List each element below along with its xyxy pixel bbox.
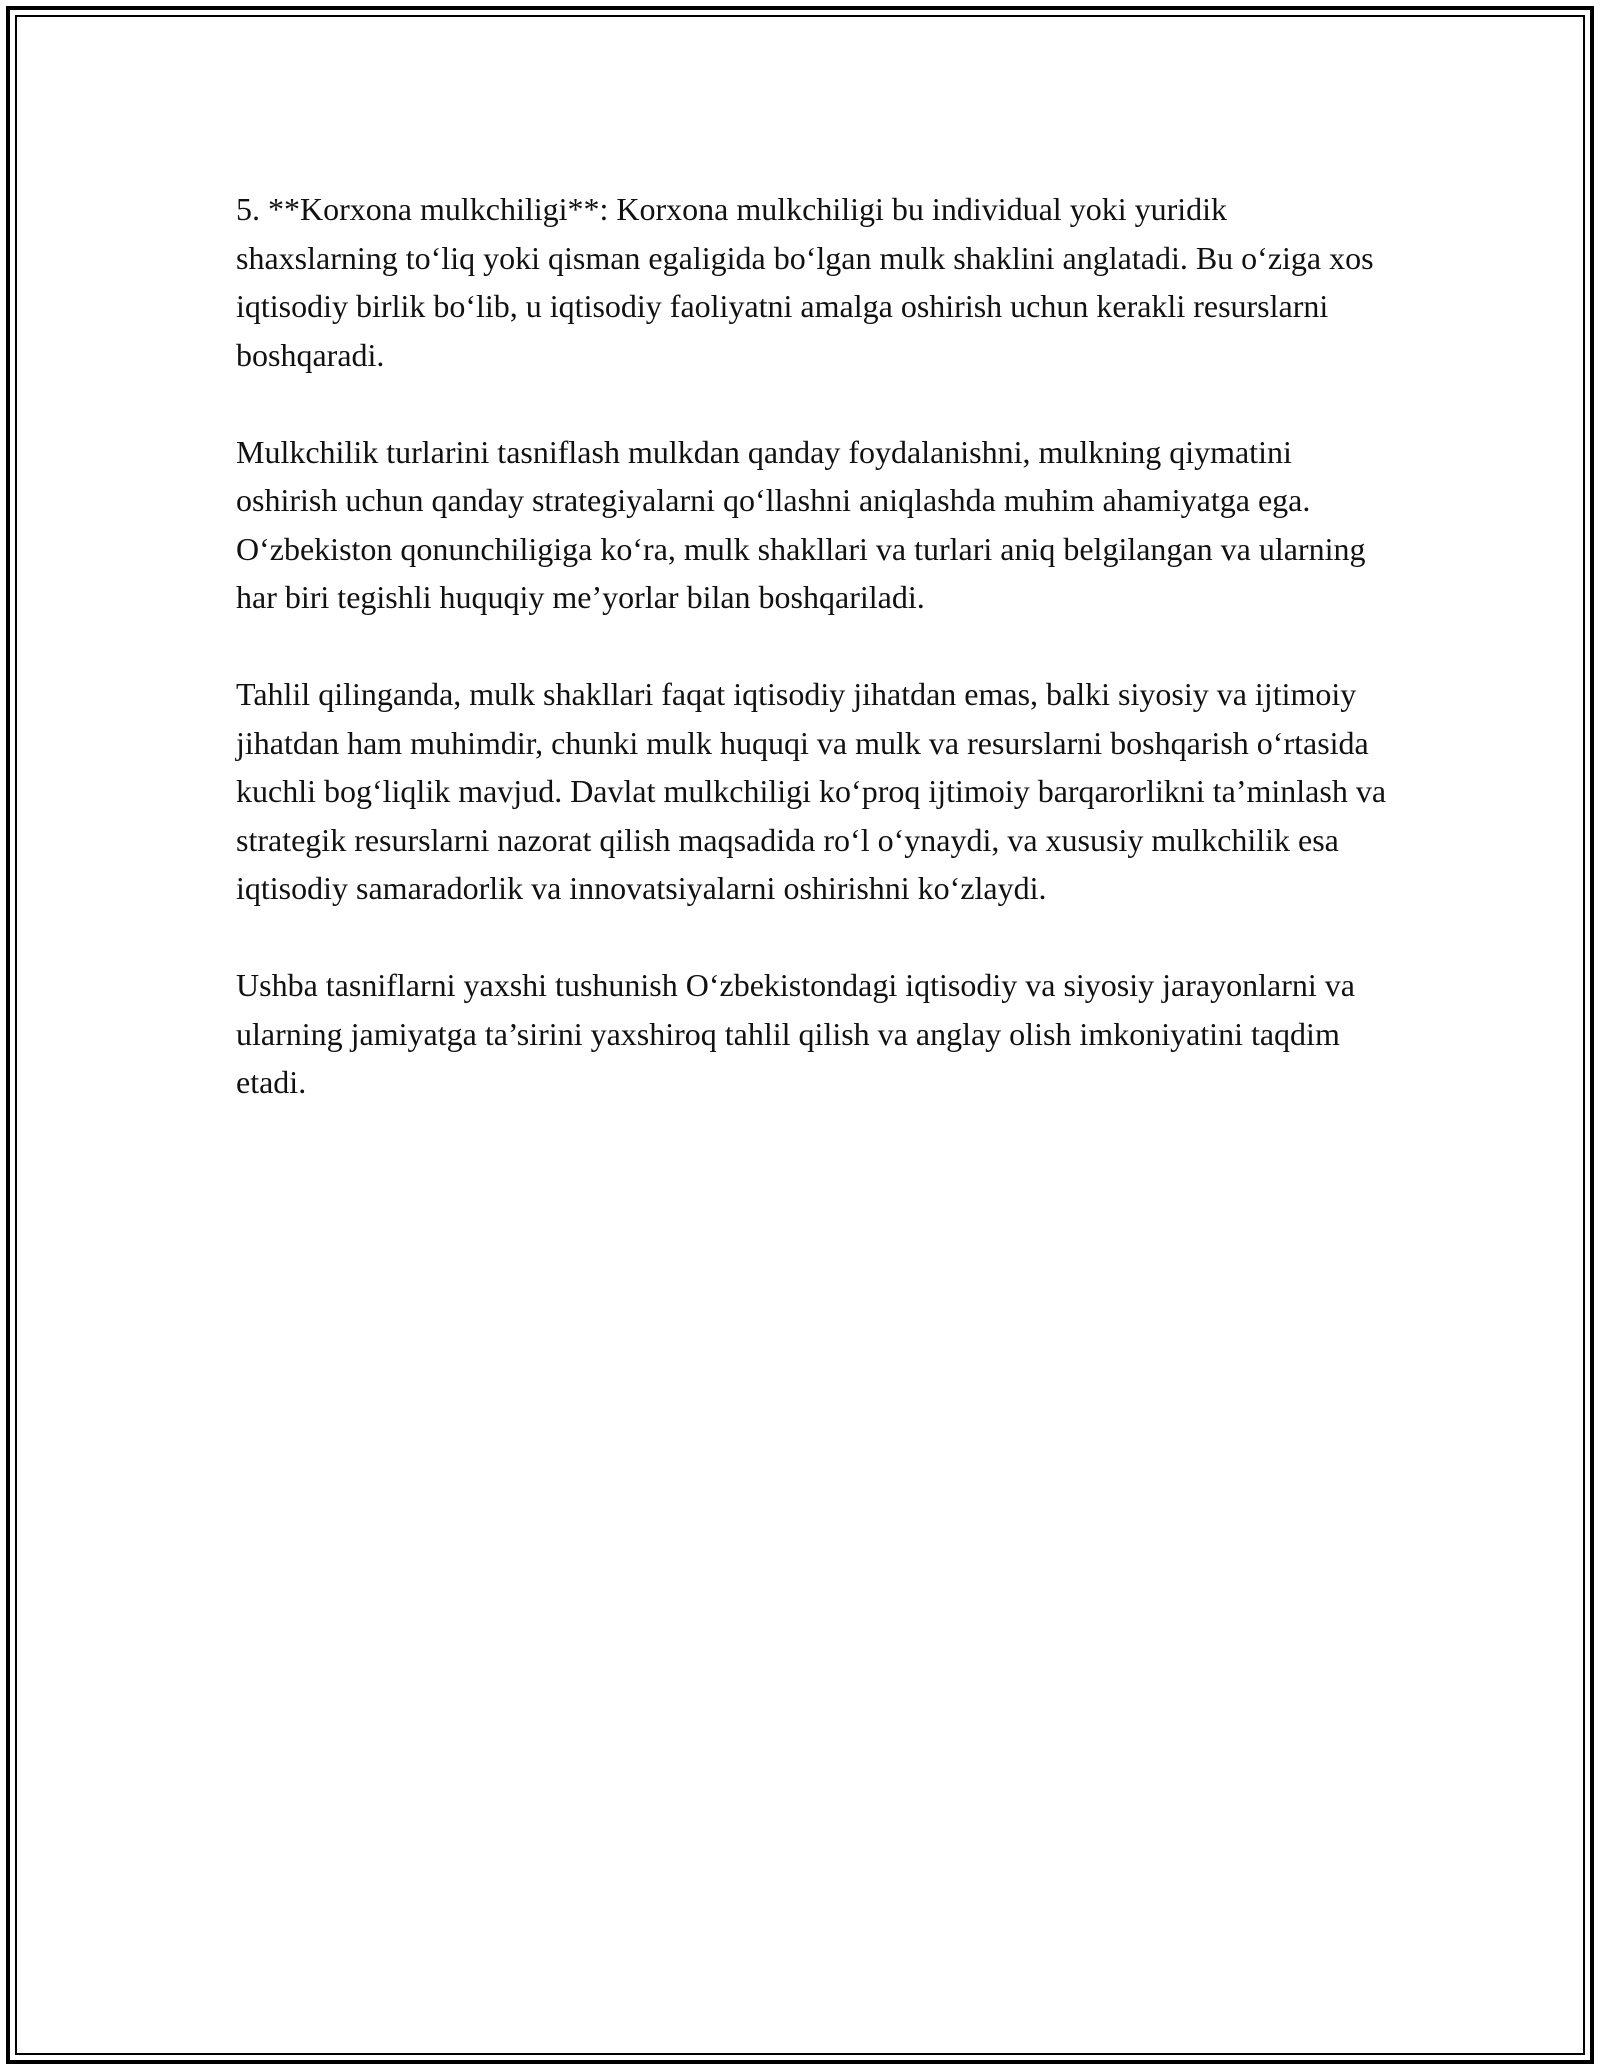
paragraph-ownership-classification: Mulkchilik turlarini tasniflash mulkdan qanday foydalanishni, mulkning qiymatini oshirish uchun qanday strategiyalarni qo‘llashni aniqlashda muhim ahamiyatga ega. O‘zbekiston qonunchiligiga ko‘ra, mulk shakllari va turlari aniq belgilangan va ularning har biri tegishli huquqiy me’yorlar bilan boshqariladi. (236, 433, 1366, 615)
paragraph-conclusion: Ushba tasniflarni yaxshi tushunish O‘zbekistondagi iqtisodiy va siyosiy jarayonlarni va ularning jamiyatga ta’sirini yaxshiroq tahlil qilish va anglay olish imkoniyatini taqdim etadi. (236, 967, 1355, 1100)
document-body (236, 185, 1386, 1155)
paragraph-enterprise-ownership: 5. **Korxona mulkchiligi**: Korxona mulkchiligi bu individual yoki yuridik shaxslarning to‘liq yoki qisman egaligida bo‘lgan mulk shaklini anglatadi. Bu o‘ziga xos iqtisodiy birlik bo‘lib, u iqtisodiy faoliyatni amalga oshirish uchun kerakli resurslarni boshqaradi. (236, 191, 1374, 373)
paragraph-analysis: Tahlil qilinganda, mulk shakllari faqat iqtisodiy jihatdan emas, balki siyosiy va ijtimoiy jihatdan ham muhimdir, chunki mulk huquqi va mulk va resurslarni boshqarish o‘rtasida kuchli bog‘liqlik mavjud. Davlat mulkchiligi ko‘proq ijtimoiy barqarorlikni ta’minlash va strategik resurslarni nazorat qilish maqsadida ro‘l o‘ynaydi, va xususiy mulkchilik esa iqtisodiy samaradorlik va innovatsiyalarni oshirishni ko‘zlaydi. (236, 676, 1387, 906)
